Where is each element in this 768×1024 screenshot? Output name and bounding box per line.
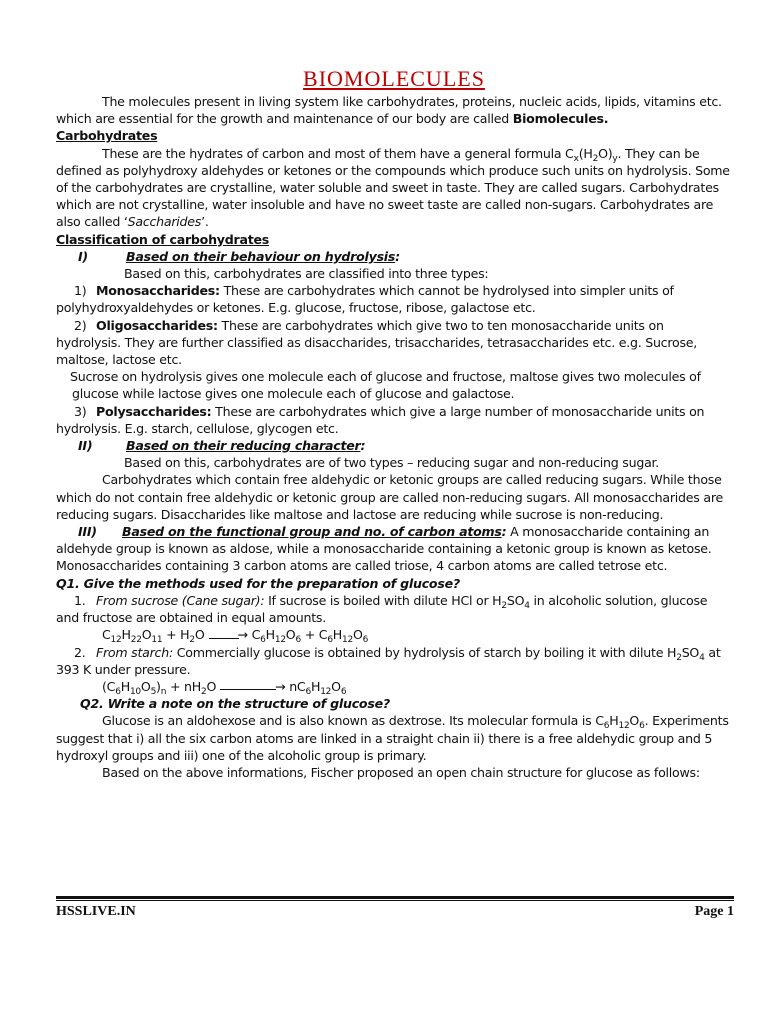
reducing-heading-text: Based on their reducing character — [126, 438, 361, 454]
reaction-arrow-icon — [220, 684, 276, 690]
carb-sub-x: x — [573, 153, 579, 164]
mono-text: These are carbohydrates which cannot be hydrolysed into simpler units of polyhydroxyaldehydes or ketones. E.g. glucose, fructose, ribose, galactose etc. — [56, 283, 674, 316]
eq1-p2-c: C — [318, 627, 328, 643]
carb-sub-2: 2 — [592, 153, 599, 164]
eq1-p2-o: O — [352, 627, 363, 643]
intro-bold-term: Biomolecules. — [512, 111, 609, 127]
arrow-head-icon: → — [275, 678, 286, 694]
carb-text-c: ’. — [201, 214, 209, 230]
hydrolysis-intro: Based on this, carbohydrates are classified into three types: — [124, 266, 489, 282]
arrow-head-icon: → — [237, 627, 248, 643]
eq2-sub: 6 — [115, 686, 121, 697]
footer-page-number: Page 1 — [694, 904, 734, 919]
mono-term: Monosaccharides: — [96, 283, 220, 299]
glucose-formula-sub: 12 — [618, 721, 630, 732]
oligo-num: 2) — [74, 317, 87, 333]
eq1-sub: 6 — [362, 635, 369, 646]
eq2-sub: 6 — [305, 686, 311, 697]
eq1-sub: 12 — [274, 635, 286, 646]
hydrolysis-heading — [56, 248, 732, 265]
hydrolysis-heading-text: Based on their behaviour on hydrolysis — [126, 248, 396, 264]
method-2-text-b: SO — [681, 644, 700, 660]
sucrose-note: Sucrose on hydrolysis gives one molecule each of glucose and fructose, maltose gives two molecules of glucose while lactose gives one molecule each of glucose and galactose. — [70, 369, 701, 402]
carb-text-b: . They can be defined as polyhydroxy aldehydes or ketones or the compounds which produce such units on hydrolysis. Some of the carbohydrates are crystalline, water soluble and sweet in taste. They are called sugars. Carbohydrates which are not crystalline, water insoluble and have no sweet taste are called non-sugars. Carbohydrates are also called ‘ — [56, 145, 730, 230]
eq1-water-o: O — [194, 627, 205, 643]
eq2-prod-h: H — [310, 678, 321, 694]
method-1-text-c: in alcoholic solution, glucose and fructose are obtained in equal amounts. — [56, 592, 708, 626]
eq1-sub: 6 — [260, 635, 266, 646]
eq2-open: (C — [102, 678, 116, 694]
eq1-p1-o: O — [285, 627, 296, 643]
carb-sub-y: y — [612, 153, 618, 164]
poly-text: These are carbohydrates which give a large number of monosaccharide units on hydrolysis. E.g. starch, cellulose, glycogen etc. — [56, 403, 705, 436]
carbohydrates-paragraph — [56, 145, 732, 231]
reducing-colon: : — [360, 438, 366, 454]
method-1-sub4: 4 — [524, 600, 530, 611]
page-title: BIOMOLECULES — [303, 66, 485, 91]
eq2-close: ) — [156, 678, 161, 694]
polysaccharides-item — [56, 403, 732, 437]
eq2-sub: 2 — [200, 686, 207, 697]
reducing-roman: II) — [78, 438, 93, 454]
reducing-intro: Based on this, carbohydrates are of two types – reducing sugar and non-reducing sugar. — [124, 455, 660, 471]
fischer-paragraph: Based on the above informations, Fischer proposed an open chain structure for glucose as follows: — [102, 764, 700, 780]
glucose-formula-sub: 6 — [639, 721, 645, 732]
poly-term: Polysaccharides: — [96, 403, 212, 419]
eq2-h: H — [120, 678, 130, 694]
method-2-sub2: 2 — [676, 652, 682, 663]
eq1-sub: 12 — [342, 635, 353, 646]
functional-text: A monosaccharide containing an aldehyde group is known as aldose, while a monosaccharide containing a ketonic group is known as ketose. Monosaccharides containing 3 carbon atoms are called triose, 4 carbon atoms are called tetrose etc. — [56, 524, 712, 574]
hydrolysis-colon: : — [395, 248, 400, 264]
eq2-water: + nH — [166, 678, 201, 694]
eq1-plus: + — [300, 627, 319, 643]
eq2-sub-n: n — [160, 686, 167, 697]
eq1-o: O — [141, 627, 152, 643]
carbohydrates-heading: Carbohydrates — [56, 128, 158, 144]
method-2-text-c: at 393 K under pressure. — [56, 644, 721, 677]
eq2-sub: 12 — [320, 686, 332, 697]
method-2-italic: From starch: — [96, 644, 173, 660]
eq1-sub: 12 — [110, 635, 122, 646]
eq2-sub: 6 — [340, 686, 347, 697]
method-1-num: 1. — [74, 592, 86, 608]
glucose-formula-h: H — [609, 713, 619, 729]
reducing-heading — [56, 437, 732, 454]
method-2 — [56, 644, 732, 678]
equation-sucrose-hydrolysis — [56, 626, 732, 646]
method-1-sub2: 2 — [501, 600, 507, 611]
oligo-text: These are carbohydrates which give two to ten monosaccharide units on hydrolysis. They are further classified as disaccharides, trisaccharides, tetrasaccharides etc. e.g. Sucrose, maltose, lactose etc. — [56, 317, 698, 368]
eq1-p1-h: H — [265, 627, 275, 643]
glucose-formula-o: O — [629, 713, 640, 729]
eq1-sub: 6 — [327, 635, 333, 646]
method-1-italic: From sucrose (Cane sugar): — [96, 592, 265, 608]
eq1-sub: 2 — [189, 635, 195, 646]
eq2-sub: 10 — [129, 686, 141, 697]
footer-divider — [56, 896, 734, 899]
equation-starch-hydrolysis — [56, 678, 732, 695]
functional-group-paragraph — [56, 523, 732, 575]
oligosaccharides-item — [56, 317, 732, 369]
method-2-text-a: Commercially glucose is obtained by hydrolysis of starch by boiling it with dilute H — [172, 644, 677, 660]
glucose-text-b: . Experiments suggest that i) all the six carbon atoms are linked in a straight chain ii) there is a free aldehydic group and 5 hydroxyl groups and iii) one of the alcoholic group is primary. — [56, 713, 729, 763]
eq2-o: O — [140, 678, 151, 694]
eq2-sub: 5 — [150, 686, 157, 697]
monosaccharides-item — [56, 282, 732, 316]
functional-roman: III) — [78, 524, 97, 540]
functional-heading-text: Based on the functional group and no. of carbon atoms — [122, 524, 502, 540]
eq1-sub: 11 — [151, 635, 163, 646]
eq1-water: + H — [162, 627, 190, 643]
document-body — [56, 66, 732, 781]
glucose-text-a: Glucose is an aldohexose and is also known as dextrose. Its molecular formula is — [102, 713, 596, 729]
classification-heading: Classification of carbohydrates — [56, 231, 270, 247]
eq2-prod-c: nC — [289, 678, 306, 694]
carb-formula-end: O) — [598, 145, 613, 161]
eq1-p1-c: C — [251, 627, 261, 643]
glucose-formula-c: C — [595, 713, 604, 729]
method-1-text-a: If sucrose is boiled with dilute HCl or H — [264, 592, 502, 608]
reaction-arrow-icon — [209, 633, 239, 639]
eq1-p2-h: H — [332, 627, 343, 643]
eq2-water-o: O — [206, 678, 217, 694]
functional-colon: : — [501, 524, 507, 540]
footer-site-name: HSSLIVE.IN — [56, 904, 136, 919]
intro-text: The molecules present in living system like carbohydrates, proteins, nucleic acids, lipids, vitamins etc. which are essential for the growth and maintenance of our body are called — [56, 94, 722, 127]
mono-num: 1) — [74, 283, 87, 299]
glucose-formula-sub: 6 — [603, 721, 610, 732]
poly-num: 3) — [74, 403, 87, 419]
eq1-h: H — [121, 627, 131, 643]
method-2-sub4: 4 — [699, 652, 705, 663]
eq1-sub: 22 — [130, 635, 142, 646]
question-2: Q2. Write a note on the structure of glucose? — [80, 696, 390, 712]
eq1-c: C — [102, 627, 111, 643]
eq2-prod-o: O — [331, 678, 341, 694]
carb-italic-saccharides: Saccharides — [127, 214, 202, 230]
method-1 — [56, 592, 732, 626]
hydrolysis-roman: I) — [78, 248, 88, 264]
carb-formula-mid: (H — [578, 145, 593, 161]
intro-paragraph — [56, 93, 732, 127]
eq1-sub: 6 — [295, 635, 301, 646]
method-2-num: 2. — [74, 644, 86, 660]
method-1-text-b: SO — [506, 592, 525, 608]
question-1: Q1. Give the methods used for the preparation of glucose? — [56, 575, 460, 591]
oligo-term: Oligosaccharides: — [96, 317, 218, 333]
glucose-structure-paragraph — [56, 712, 732, 764]
reducing-paragraph: Carbohydrates which contain free aldehydic or ketonic groups are called reducing sugars. While those which do not contain free aldehydic or ketonic group are called non-reducing sugars. All monosaccharides are reducing sugars. Disaccharides like maltose and lactose are reducing while sucrose is non-reducing. — [56, 472, 723, 522]
carb-text-a: These are the hydrates of carbon and most of them have a general formula C — [102, 145, 574, 161]
